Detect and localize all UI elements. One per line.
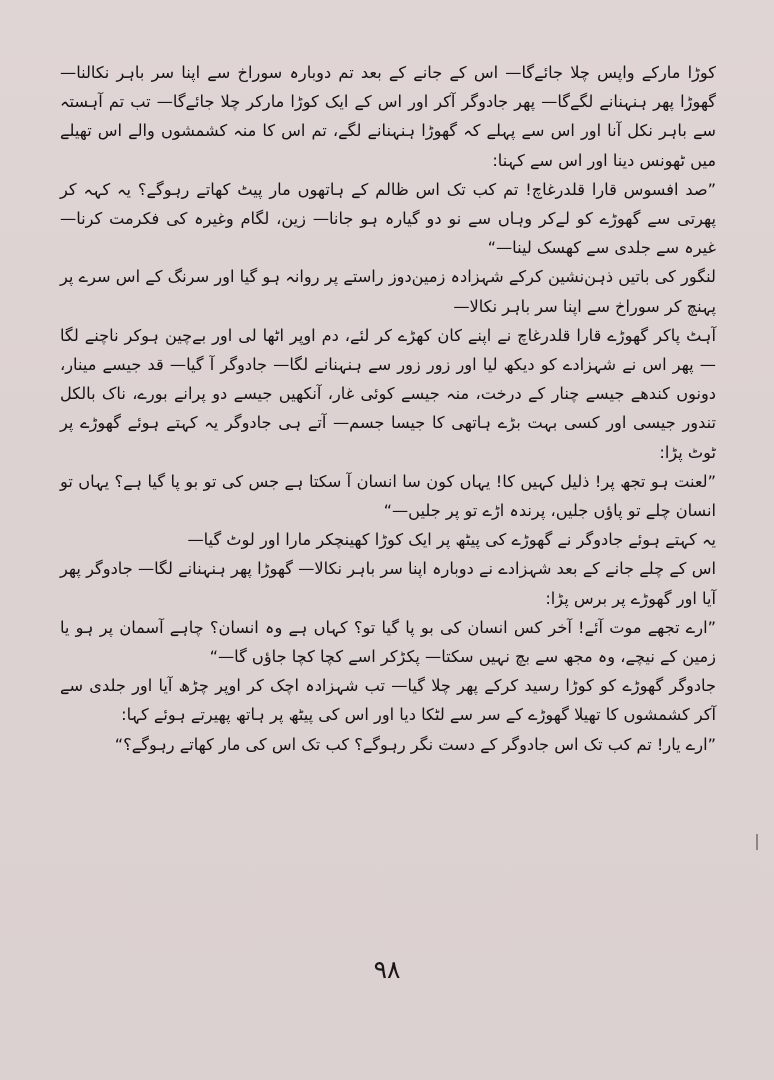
paragraph-2: ”صد افسوس قارا قلدرغاچ! تم کب تک اس ظالم کے ہاتھوں مار پیٹ کھاتے رہوگے؟ یہ کہہ کر پھرتی سے گھوڑے کو لےکر وہاں سے نو دو گیارہ ہو جانا— زین، لگام وغیرہ کی فکرمت کرنا— غیرہ سے جلدی سے کھسک لینا—“	[60, 179, 716, 258]
paragraph-7: اس کے چلے جانے کے بعد شہزادے نے دوبارہ اپنا سر باہر نکالا— گھوڑا پھر ہنہنانے لگا— جادوگر پھر آیا اور گھوڑے پر برس پڑا:	[60, 559, 716, 608]
paragraph-8: ”ارے تجھے موت آئے! آخر کس انسان کی بو پا گیا تو؟ کہاں ہے وہ انسان؟ چاہے آسمان پر ہو یا زمین کے نیچے، وہ مجھ سے بچ نہیں سکتا— پکڑکر اسے کچا کچا جاؤں گا—“	[60, 617, 716, 667]
paragraph-6: یہ کہتے ہوئے جادوگر نے گھوڑے کی پیٹھ پر ایک کوڑا کھینچکر مارا اور لوٹ گیا—	[187, 530, 716, 550]
page-number: ۹۸	[373, 955, 401, 984]
paragraph-1: کوڑا مارکے واپس چلا جائےگا— اس کے جانے کے بعد تم دوبارہ سوراخ سے اپنا سر باہر نکالنا— گھوڑا پھر ہنہنانے لگےگا— پھر جادوگر آکر اور اس کے ایک کوڑا مارکر چلا جائےگا— تب تم آہستہ سے باہر نکل آنا اور اس سے پہلے کہ گھوڑا ہنہنانے لگے، تم اس کا منہ کشمشوں والے اس تھیلے میں ٹھونس دینا اور اس سے کہنا:	[60, 63, 716, 170]
paragraph-9: جادوگر گھوڑے کو کوڑا رسید کرکے پھر چلا گیا— تب شہزادہ اچک کر اوپر چڑھ آیا اور جلدی سے آکر کشمشوں کا تھیلا گھوڑے کے سر سے لٹکا دیا اور اس کی پیٹھ پر ہاتھ پھیرتے ہوئے کہا:	[60, 676, 716, 725]
page-edge-mark	[756, 834, 758, 850]
paragraph-5: ”لعنت ہو تجھ پر! ذلیل کہیں کا! یہاں کون سا انسان آ سکتا ہے جس کی تو بو پا گیا ہے؟ یہاں تو انسان چلے تو پاؤں جلیں، پرندہ اڑے تو پر جلیں—“	[60, 471, 716, 521]
paragraph-3: لنگور کی باتیں ذہن‌نشین کرکے شہزادہ زمین‌دوز راستے پر روانہ ہو گیا اور سرنگ کے اس سرے پر پہنچ کر سوراخ سے اپنا سر باہر نکالا—	[60, 267, 716, 316]
page-text	[60, 58, 716, 759]
paragraph-10: ”ارے یار! تم کب تک اس جادوگر کے دست نگر رہوگے؟ کب تک اس کی مار کھاتے رہوگے؟“	[114, 734, 716, 754]
paragraph-4: آہٹ پاکر گھوڑے قارا قلدرغاچ نے اپنے کان کھڑے کر لئے، دم اوپر اٹھا لی اور بےچین ہوکر ناچنے لگا— پھر اس نے شہزادے کو دیکھ لیا اور زور زور سے ہنہنانے لگا— جادوگر آ گیا— قد جیسے مینار، دونوں کندھے جیسے چنار کے درخت، منہ جیسے کوئی غار، آنکھیں جیسے دو پرانے بورے، ناک بالکل تندور جیسی اور کسی بہت بڑے ہاتھی کا جیسا جسم— آتے ہی جادوگر یہ کہتے ہوئے گھوڑے پر ٹوٹ پڑا:	[60, 325, 716, 462]
